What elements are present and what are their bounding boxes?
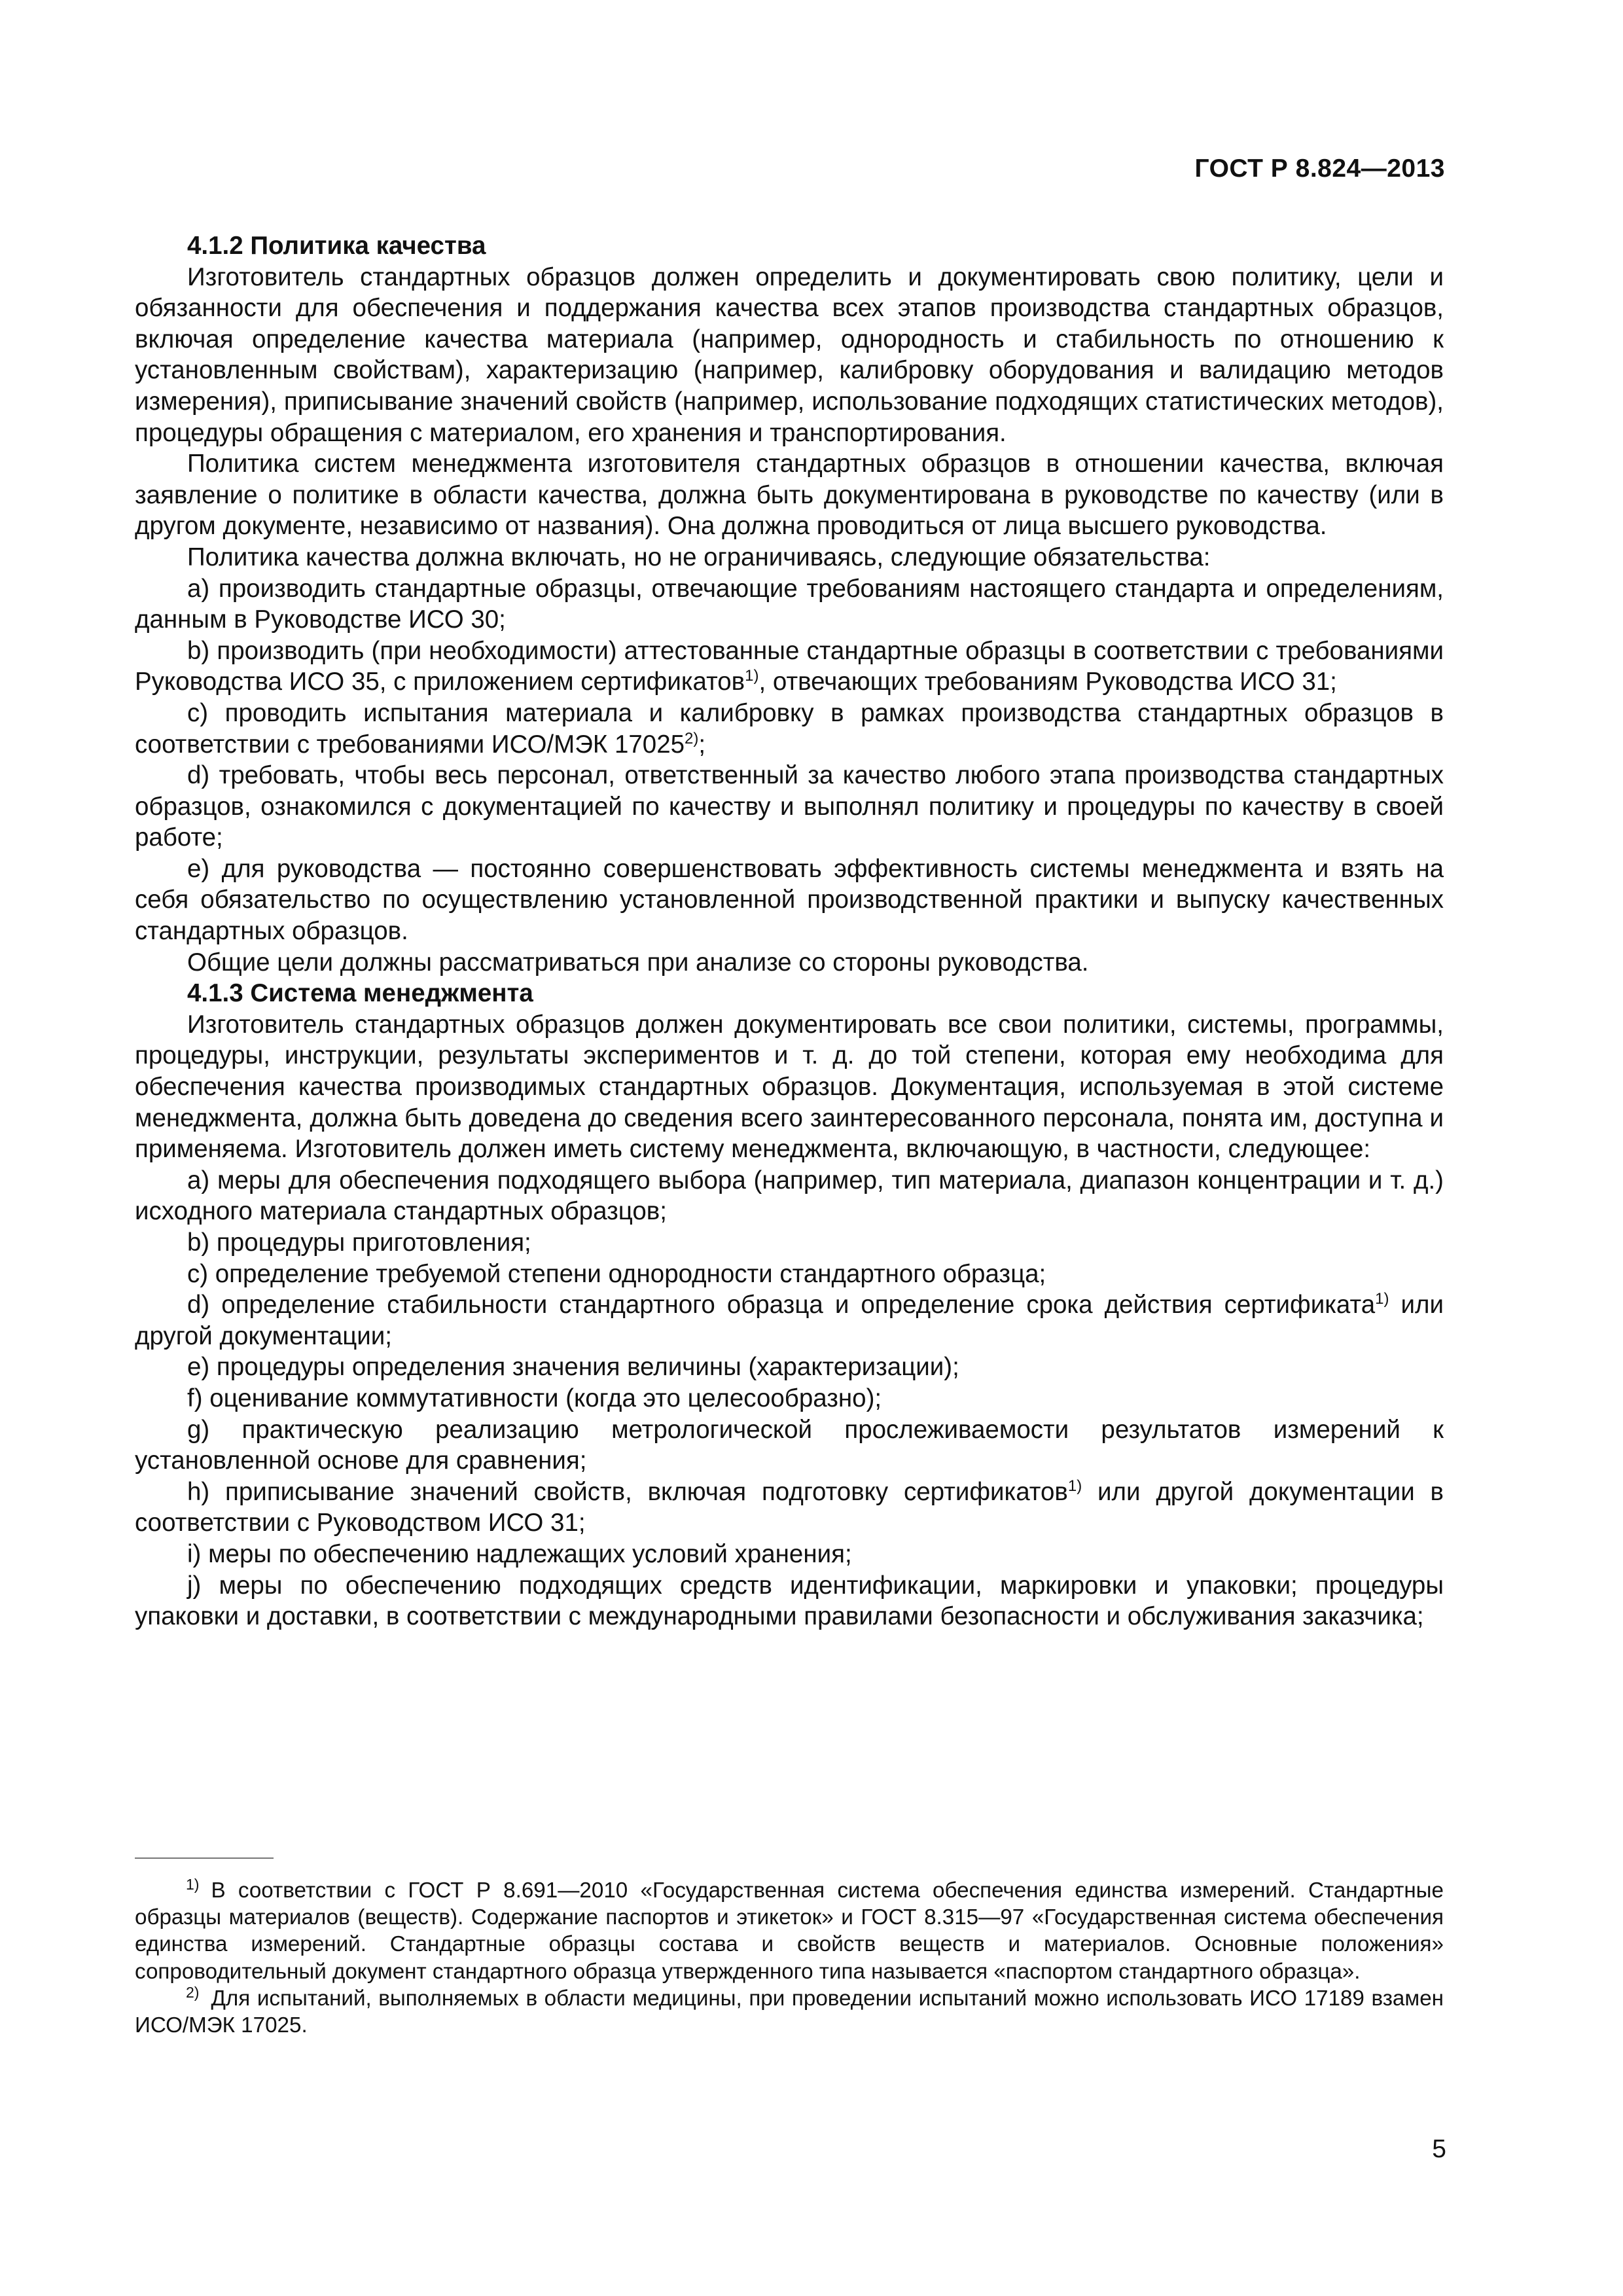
list-item bbox=[135, 698, 1444, 760]
list-item: а) производить стандартные образцы, отвечающие требованиям настоящего стандарта и определениям, данным в Руководстве ИСО 30; bbox=[135, 574, 1444, 634]
paragraph: Общие цели должны рассматриваться при анализе со стороны руководства. bbox=[187, 948, 1089, 977]
footnote-text: Для испытаний, выполняемых в области медицины, при проведении испытаний можно использовать ИСО 17189 взамен ИСО/МЭК 17025. bbox=[135, 1986, 1444, 2038]
list-item-text: h) приписывание значений свойств, включая подготовку сертификатов bbox=[187, 1477, 1068, 1506]
list-item: е) процедуры определения значения величины (характеризации); bbox=[187, 1353, 959, 1382]
list-item-text: ; bbox=[698, 730, 706, 759]
footnote-ref: 2) bbox=[685, 729, 699, 747]
footnote-ref: 1) bbox=[1375, 1290, 1389, 1308]
paragraph: Изготовитель стандартных образцов должен документировать все свои политики, системы, программы, процедуры, инструкции, результаты экспериментов и т. д. до той степени, которая ему необходима для обеспечения качества производимых стандартных образцов. Документация, используемая в этой системе менеджмента, должна быть доведена до сведения всего заинтересованного персонала, понята им, доступна и применяема. Изготовитель должен иметь систему менеджмента, включающую, в частности, следующее: bbox=[135, 1010, 1444, 1164]
footnotes bbox=[135, 1877, 1444, 2039]
footnote-ref: 1) bbox=[1067, 1477, 1082, 1495]
list-item-text: или другой документации в соответствии с Руководством ИСО 31; bbox=[135, 1477, 1444, 1537]
footnote-ref: 1) bbox=[745, 667, 759, 685]
list-item: с) определение требуемой степени однородности стандартного образца; bbox=[187, 1259, 1046, 1288]
main-text bbox=[135, 230, 1444, 1632]
footnote-mark: 1) bbox=[186, 1875, 200, 1893]
list-item bbox=[135, 1289, 1444, 1352]
list-item bbox=[135, 636, 1444, 698]
paragraph: Политика качества должна включать, но не ограничиваясь, следующие обязательства: bbox=[187, 543, 1211, 571]
list-item-text: с) проводить испытания материала и калибровку в рамках производства стандартных образцов в соответствии с требованиями ИСО/МЭК 17025 bbox=[135, 698, 1444, 759]
paragraph: Изготовитель стандартных образцов должен определить и документировать свою политику, цели и обязанности для обеспечения и поддержания качества всех этапов производства стандартных образцов, включая определение качества материала (например, однородность и стабильность по отношению к установленным свойствам), характеризацию (например, калибровку оборудования и валидацию методов измерения), приписывание значений свойств (например, использование подходящих статистических методов), процедуры обращения с материалом, его хранения и транспортирования. bbox=[135, 262, 1444, 447]
list-item-text: b) производить (при необходимости) аттестованные стандартные образцы в соответствии с требованиями Руководства ИСО 35, с приложением сертификатов bbox=[135, 636, 1444, 696]
list-item bbox=[135, 1477, 1444, 1539]
list-item: d) требовать, чтобы весь персонал, ответственный за качество любого этапа производства стандартных образцов, ознакомился с документацией по качеству и выполнял политику и процедуры по качеству в своей работе; bbox=[135, 761, 1444, 852]
footnote-mark: 2) bbox=[186, 1983, 200, 2001]
footnote-divider bbox=[135, 1857, 274, 1859]
list-item: g) практическую реализацию метрологической прослеживаемости результатов измерений к установленной основе для сравнения; bbox=[135, 1415, 1444, 1475]
paragraph: Политика систем менеджмента изготовителя стандартных образцов в отношении качества, включая заявление о политике в области качества, должна быть документирована в руководстве по качеству (или в другом документе, независимо от названия). Она должна проводиться от лица высшего руководства. bbox=[135, 450, 1444, 541]
list-item: i) меры по обеспечению надлежащих условий хранения; bbox=[187, 1539, 852, 1568]
list-item: е) для руководства — постоянно совершенствовать эффективность системы менеджмента и взять на себя обязательство по осуществлению установленной производственной практики и выпуску качественных стандартных образцов. bbox=[135, 854, 1444, 946]
page-number: 5 bbox=[1432, 2135, 1446, 2163]
list-item: f) оценивание коммутативности (когда это целесообразно); bbox=[187, 1384, 882, 1412]
list-item: b) процедуры приготовления; bbox=[187, 1229, 531, 1257]
footnote-2 bbox=[135, 1985, 1444, 2039]
footnote-text: В соответствии с ГОСТ Р 8.691—2010 «Государственная система обеспечения единства измерений. Стандартные образцы материалов (веществ). Содержание паспортов и этикеток» и ГОСТ 8.315—97 «Государственная система обеспечения единства измерений. Стандартные образцы состава и свойств веществ и материалов. Основные положения» сопроводительный документ стандартного образца утвержденного типа называется «паспортом стандартного образца». bbox=[135, 1878, 1444, 1984]
footnote-1 bbox=[135, 1877, 1444, 1985]
section-heading-4-1-3: 4.1.3 Система менеджмента bbox=[187, 979, 533, 1008]
document-header: ГОСТ Р 8.824—2013 bbox=[1194, 154, 1445, 183]
list-item-text: , отвечающих требованиям Руководства ИСО 31; bbox=[758, 668, 1337, 696]
section-heading-4-1-2: 4.1.2 Политика качества bbox=[187, 232, 486, 260]
list-item: а) меры для обеспечения подходящего выбора (например, тип материала, диапазон концентрации и т. д.) исходного материала стандартных образцов; bbox=[135, 1166, 1444, 1226]
list-item-text: d) определение стабильности стандартного образца и определение срока действия сертификата bbox=[187, 1291, 1376, 1319]
list-item-text: или другой документации; bbox=[135, 1291, 1444, 1350]
list-item: j) меры по обеспечению подходящих средств идентификации, маркировки и упаковки; процедуры упаковки и доставки, в соответствии с международными правилами безопасности и обслуживания заказчика; bbox=[135, 1571, 1444, 1631]
